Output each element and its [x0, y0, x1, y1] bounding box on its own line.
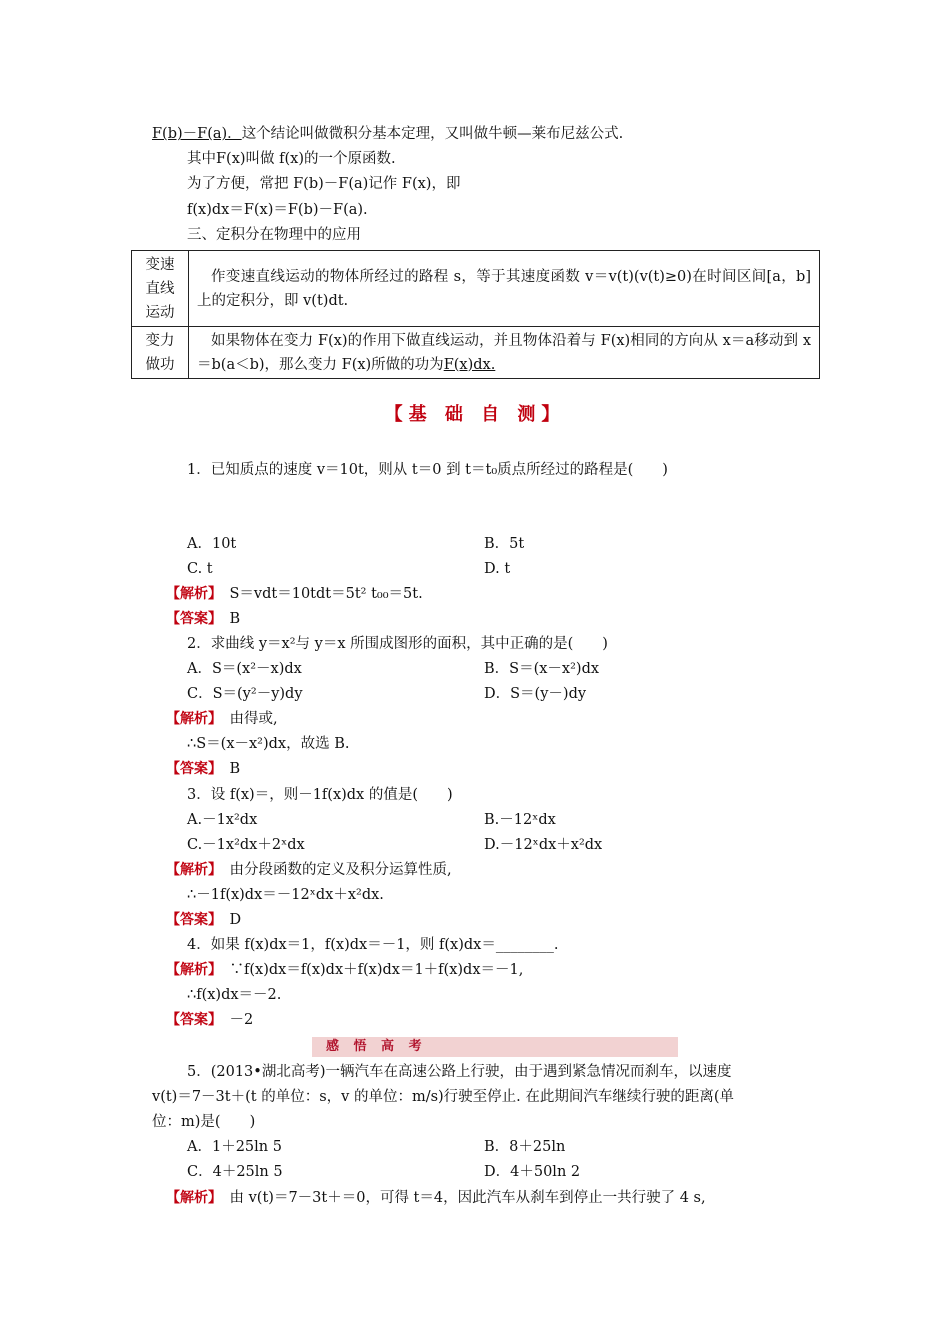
q2-stem: 2．求曲线 y＝x²与 y＝x 所围成图形的面积，其中正确的是( ) — [187, 636, 608, 652]
q4-answer: 【答案】 －2 — [166, 1012, 254, 1028]
q2-option-c: C．S＝(y²－y)dy — [187, 686, 303, 702]
q5-stem-line-2: v(t)＝7－3t＋(t 的单位：s，v 的单位：m/s)行驶至停止. 在此期间汽车继续行驶的距离(单 — [152, 1089, 735, 1105]
q5-option-c: C．4＋25ln 5 — [187, 1164, 283, 1180]
q5-option-b: B．8＋25ln — [484, 1139, 566, 1155]
q5-option-a: A．1＋25ln 5 — [187, 1139, 282, 1155]
q5-stem-line-1: 5．(2013•湖北高考)一辆汽车在高速公路上行驶，由于遇到紧急情况而刹车，以速度 — [187, 1064, 732, 1080]
intro-text: 这个结论叫做微积分基本定理，又叫做牛顿—莱布尼兹公式. — [241, 126, 624, 142]
section-title: 【基 础 自 测】 — [384, 404, 566, 425]
q2-conclusion: ∴S＝(x－x²)dx，故选 B. — [187, 736, 350, 752]
q2-option-b: B．S＝(x－x²)dx — [484, 661, 600, 677]
analysis-label: 【解析】 — [166, 586, 215, 602]
q3-conclusion: ∴－1f(x)dx＝－12ˣdx＋x²dx. — [187, 887, 384, 903]
q3-answer: 【答案】 D — [166, 912, 242, 928]
q2-option-a: A．S＝(x²－x)dx — [187, 661, 302, 677]
q1-option-c: C. t — [187, 561, 213, 577]
q3-option-a: A.－1x²dx — [187, 812, 258, 828]
q5-option-d: D．4＋50ln 2 — [484, 1164, 581, 1180]
q1-option-b: B．5t — [484, 536, 525, 552]
table-row-content: 作变速直线运动的物体所经过的路程 s，等于其速度函数 v＝v(t)(v(t)≥0)在时间区间[a，b]上的定积分，即 v(t)dt. — [189, 251, 820, 327]
q1-answer: 【答案】 B — [166, 611, 241, 627]
q1-option-a: A．10t — [187, 536, 237, 552]
q3-option-c: C.－1x²dx＋2ˣdx — [187, 837, 305, 853]
physics-table — [131, 250, 820, 379]
q5-analysis: 【解析】 由 v(t)＝7－3t＋＝0，可得 t＝4，因此汽车从刹车到停止一共行驶了 4 s, — [166, 1190, 706, 1206]
intro-line-1 — [152, 124, 623, 144]
q5-stem-line-3: 位：m)是( ) — [152, 1114, 256, 1130]
table-row-label: 变力 做功 — [132, 327, 189, 379]
q3-option-b: B.－12ˣdx — [484, 812, 556, 828]
q2-option-d: D．S＝(y－)dy — [484, 686, 587, 702]
intro-line-2: 其中F(x)叫做 f(x)的一个原函数. — [187, 151, 396, 167]
table-row-content: 如果物体在变力 F(x)的作用下做直线运动，并且物体沿着与 F(x)相同的方向从 x＝a移动到 x＝b(a＜b)，那么变力 F(x)所做的功为F(x)dx. — [189, 327, 820, 379]
q4-conclusion: ∴f(x)dx＝－2. — [187, 987, 282, 1003]
table-row — [132, 251, 820, 327]
ganwu-banner: 感 悟 高 考 — [312, 1037, 678, 1057]
q4-stem: 4．如果 f(x)dx＝1，f(x)dx＝－1，则 f(x)dx＝________. — [187, 937, 559, 953]
q2-analysis: 【解析】 由得或, — [166, 711, 278, 727]
q1-option-d: D. t — [484, 561, 511, 577]
intro-formula: F(b)－F(a)． — [152, 126, 242, 142]
table-row-label: 变速 直线 运动 — [132, 251, 189, 327]
table-row — [132, 327, 820, 379]
q1-analysis: 【解析】 S＝vdt＝10tdt＝5t² t₀₀＝5t. — [166, 586, 423, 602]
q3-stem: 3．设 f(x)＝，则－1f(x)dx 的值是( ) — [187, 787, 453, 803]
q2-answer: 【答案】 B — [166, 761, 241, 777]
section-heading-physics: 三、定积分在物理中的应用 — [187, 227, 361, 243]
q1-stem: 1．已知质点的速度 v＝10t，则从 t＝0 到 t＝t₀质点所经过的路程是( ) — [187, 462, 668, 478]
intro-line-3: 为了方便，常把 F(b)－F(a)记作 F(x)，即 — [187, 176, 461, 192]
q3-option-d: D.－12ˣdx＋x²dx — [484, 837, 603, 853]
q4-analysis: 【解析】 ∵f(x)dx＝f(x)dx＋f(x)dx＝1＋f(x)dx＝－1, — [166, 962, 524, 978]
answer-label: 【答案】 — [166, 611, 215, 627]
q3-analysis: 【解析】 由分段函数的定义及积分运算性质, — [166, 862, 452, 878]
intro-line-4: f(x)dx＝F(x)＝F(b)－F(a). — [187, 202, 368, 218]
